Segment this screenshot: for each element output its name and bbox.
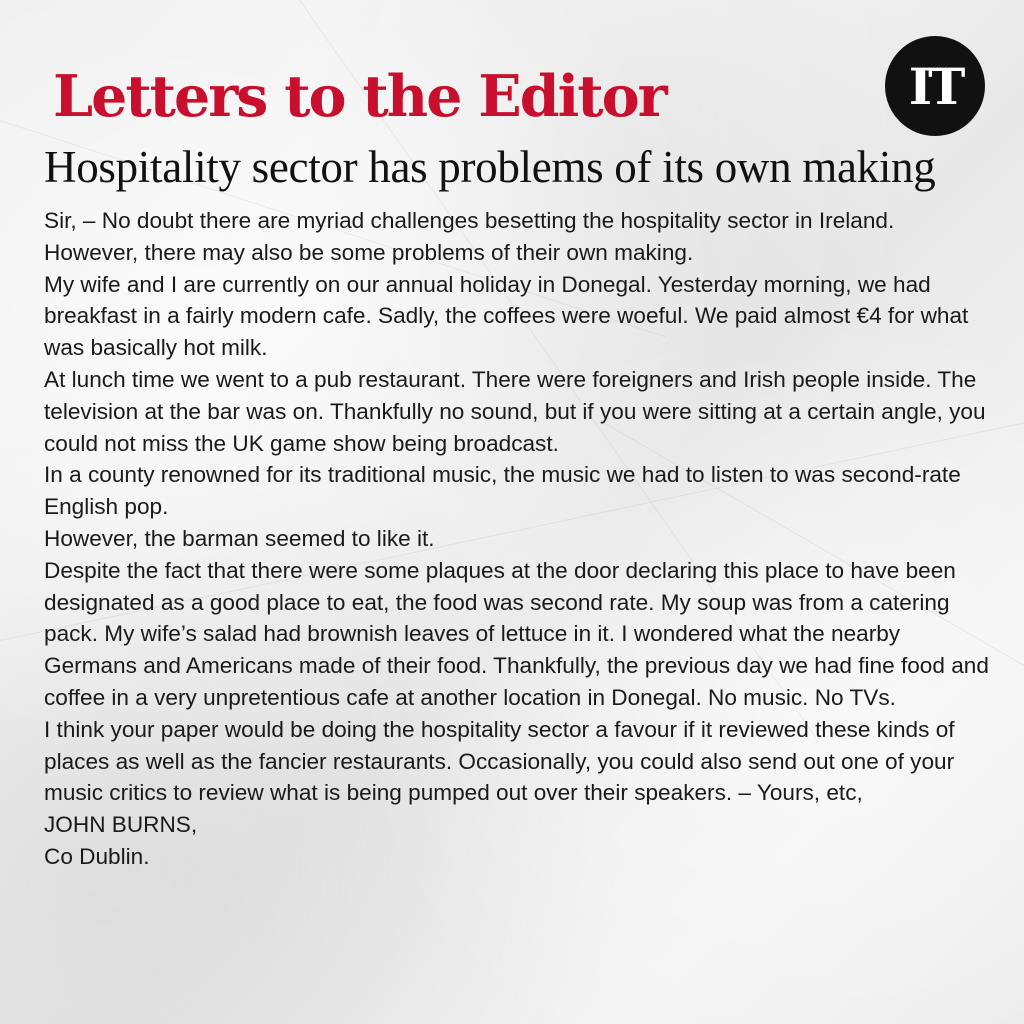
letter-paragraph: Despite the fact that there were some plaques at the door declaring this place to have been designated as a good place to eat, the food was second rate. My soup was from a catering pack. My wife’s salad had brownish leaves of lettuce in it. I wondered what the nearby Germans and Americans made of their food. Thankfully, the previous day we had fine food and coffee in a very unpretentious cafe at another location in Donegal. No music. No TVs. bbox=[44, 557, 989, 710]
letter-paragraph: In a county renowned for its traditional music, the music we had to listen to was second-rate English pop. bbox=[44, 462, 961, 520]
letter-paragraph: Sir, – No doubt there are myriad challenges besetting the hospitality sector in Ireland. However, there may also be some problems of their own making. bbox=[44, 208, 895, 265]
signature-location: Co Dublin. bbox=[44, 843, 150, 869]
irish-times-logo bbox=[885, 36, 985, 136]
letter-headline: Hospitality sector has problems of its own making bbox=[44, 142, 936, 192]
letter-paragraph: My wife and I are currently on our annual holiday in Donegal. Yesterday morning, we had breakfast in a fairly modern cafe. Sadly, the coffees were woeful. We paid almost €4 for what was basically hot milk. bbox=[44, 271, 969, 361]
logo-text: IT bbox=[908, 56, 962, 116]
letter-paragraph: I think your paper would be doing the hospitality sector a favour if it reviewed these kinds of places as well as the fancier restaurants. Occasionally, you could also send out one of your music critics to review what is being pumped out over their speakers. – Yours, etc, bbox=[44, 716, 955, 806]
masthead-title: Letters to the Editor bbox=[53, 63, 666, 130]
letter-paragraph: At lunch time we went to a pub restaurant. There were foreigners and Irish people inside. The television at the bar was on. Thankfully no sound, but if you were sitting at a certain angle, you could not miss the UK game show being broadcast. bbox=[44, 366, 986, 456]
letter-paragraph: However, the barman seemed to like it. bbox=[44, 525, 435, 551]
signature-name: JOHN BURNS, bbox=[44, 812, 198, 838]
letter-body bbox=[44, 205, 989, 873]
